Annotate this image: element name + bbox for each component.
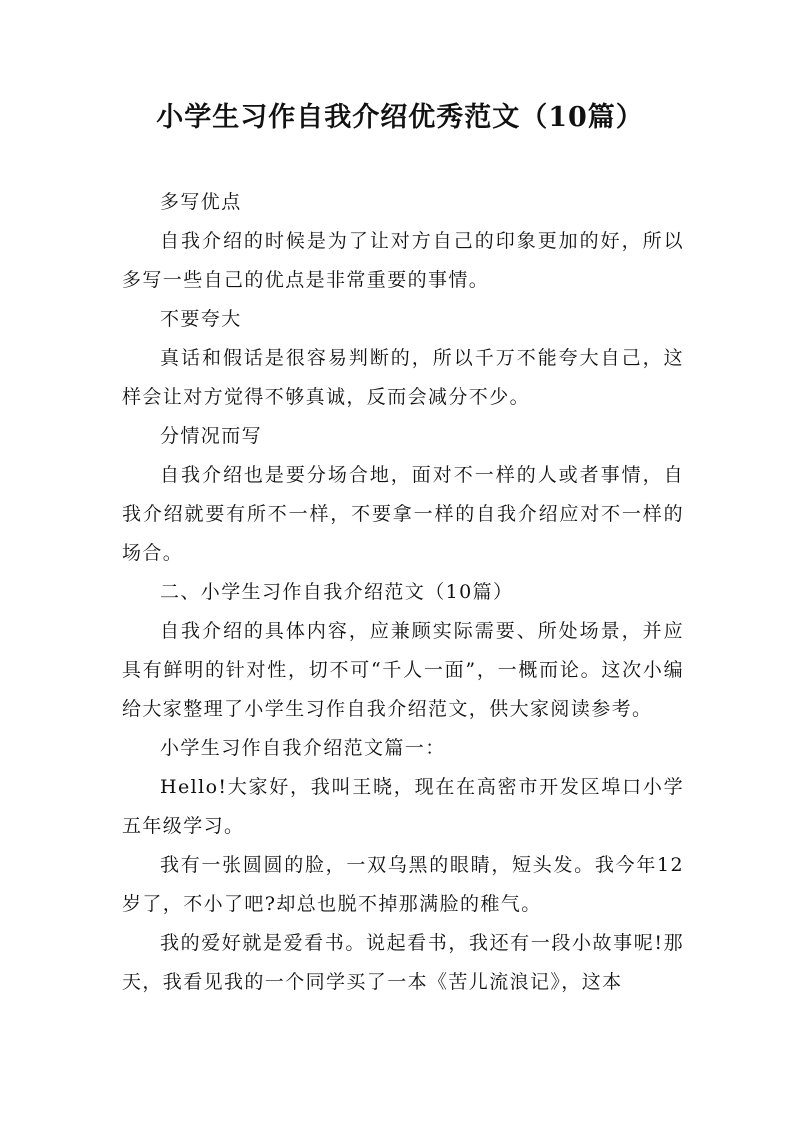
paragraph: 自我介绍也是要分场合地，面对不一样的人或者事情，自我介绍就要有所不一样，不要拿一样的自我介绍应对不一样的场合。 [122,464,684,564]
paragraph: 自我介绍的时候是为了让对方自己的印象更加的好，所以多写一些自己的优点是非常重要的事情。 [122,230,684,291]
document-body [122,183,684,1002]
paragraph: 真话和假话是很容易判断的，所以千万不能夸大自己，这样会让对方觉得不够真诚，反而会减分不少。 [122,347,684,408]
subheading-write-strengths: 多写优点 [160,191,242,213]
subheading-by-situation: 分情况而写 [160,425,263,447]
section-heading: 二、小学生习作自我介绍范文（10篇） [160,581,514,603]
essay-heading: 小学生习作自我介绍范文篇一： [160,737,446,759]
subheading-no-exaggeration: 不要夸大 [160,308,242,330]
paragraph: Hello!大家好，我叫王晓，现在在高密市开发区埠口小学五年级学习。 [122,776,684,837]
paragraph: 自我介绍的具体内容，应兼顾实际需要、所处场景，并应具有鲜明的针对性，切不可“千人一面”，一概而论。这次小编给大家整理了小学生习作自我介绍范文，供大家阅读参考。 [122,620,684,720]
paragraph: 我的爱好就是爱看书。说起看书，我还有一段小故事呢!那天，我看见我的一个同学买了一本《苦儿流浪记》，这本 [122,932,684,993]
paragraph: 我有一张圆圆的脸，一双乌黑的眼睛，短头发。我今年12岁了，不小了吧?却总也脱不掉那满脸的稚气。 [122,854,684,915]
document-title: 小学生习作自我介绍优秀范文（10篇） [156,102,644,133]
